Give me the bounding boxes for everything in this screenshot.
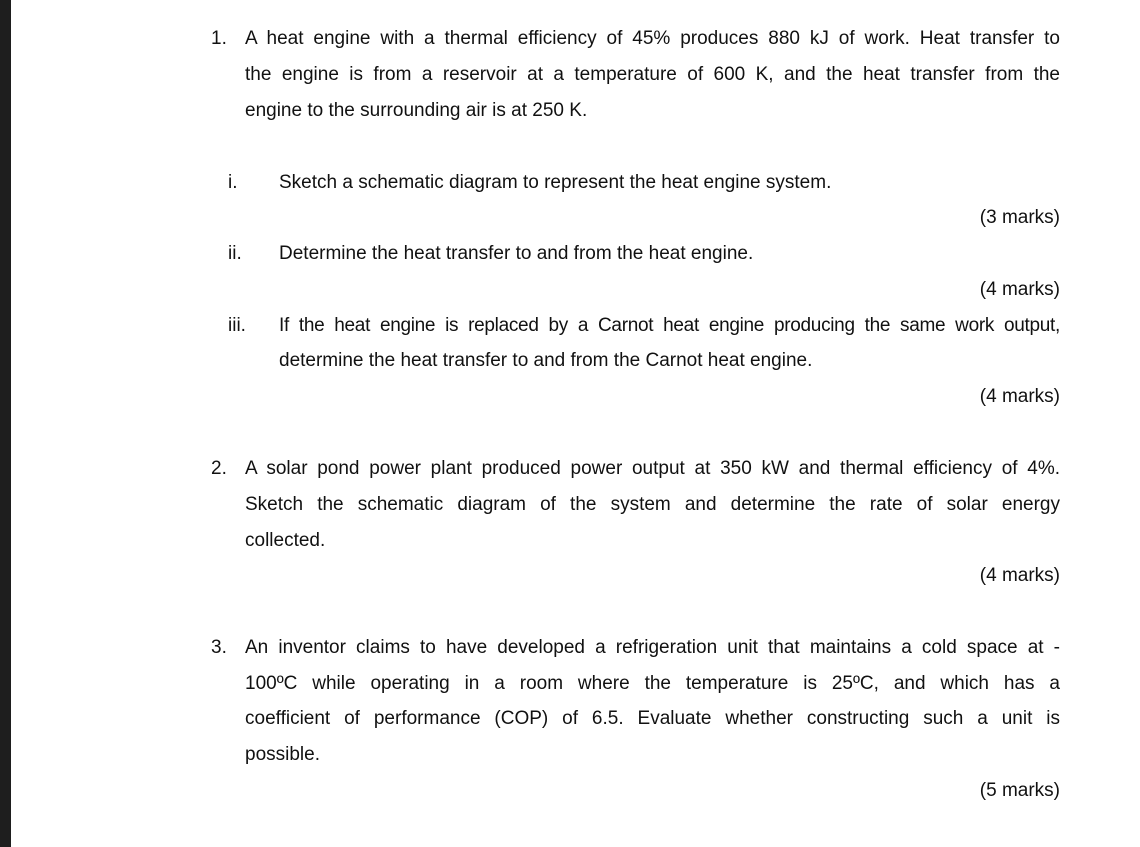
question-1-part-iii-line-2: determine the heat transfer to and from the Carnot heat engine.: [279, 350, 813, 371]
question-1-part-iii-label: iii.: [228, 315, 246, 336]
question-2-line-1: A solar pond power plant produced power output at 350 kW and thermal efficiency of 4%.: [245, 458, 1060, 479]
question-2-number: 2.: [211, 458, 227, 479]
question-1-line-1: A heat engine with a thermal efficiency of 45% produces 880 kJ of work. Heat transfer to: [245, 28, 1060, 49]
question-1-part-iii-line-1: If the heat engine is replaced by a Carnot heat engine producing the same work output,: [279, 315, 1060, 336]
question-3-line-2: 100ºC while operating in a room where the temperature is 25ºC, and which has a: [245, 673, 1060, 694]
question-1-part-ii-marks: (4 marks): [979, 279, 1060, 300]
question-3-marks: (5 marks): [979, 780, 1060, 801]
question-1-part-i-text: Sketch a schematic diagram to represent the heat engine system.: [279, 172, 832, 193]
question-1-line-2: the engine is from a reservoir at a temperature of 600 K, and the heat transfer from the: [245, 64, 1060, 85]
question-1-part-ii-label: ii.: [228, 243, 242, 264]
question-2-line-3: collected.: [245, 530, 326, 551]
question-2-line-2: Sketch the schematic diagram of the system and determine the rate of solar energy: [245, 494, 1060, 515]
question-1-number: 1.: [211, 28, 227, 49]
question-3-line-1: An inventor claims to have developed a refrigeration unit that maintains a cold space at -: [245, 637, 1060, 658]
question-3-line-3: coefficient of performance (COP) of 6.5. Evaluate whether constructing such a unit is: [245, 708, 1060, 729]
question-1-part-i-label: i.: [228, 172, 238, 193]
question-1-line-3: engine to the surrounding air is at 250 K.: [245, 100, 588, 121]
question-1-part-iii-marks: (4 marks): [979, 386, 1060, 407]
question-2-marks: (4 marks): [979, 565, 1060, 586]
question-1-part-ii-text: Determine the heat transfer to and from the heat engine.: [279, 243, 754, 264]
question-3-line-4: possible.: [245, 744, 320, 765]
question-3-number: 3.: [211, 637, 227, 658]
question-1-part-i-marks: (3 marks): [979, 207, 1060, 228]
